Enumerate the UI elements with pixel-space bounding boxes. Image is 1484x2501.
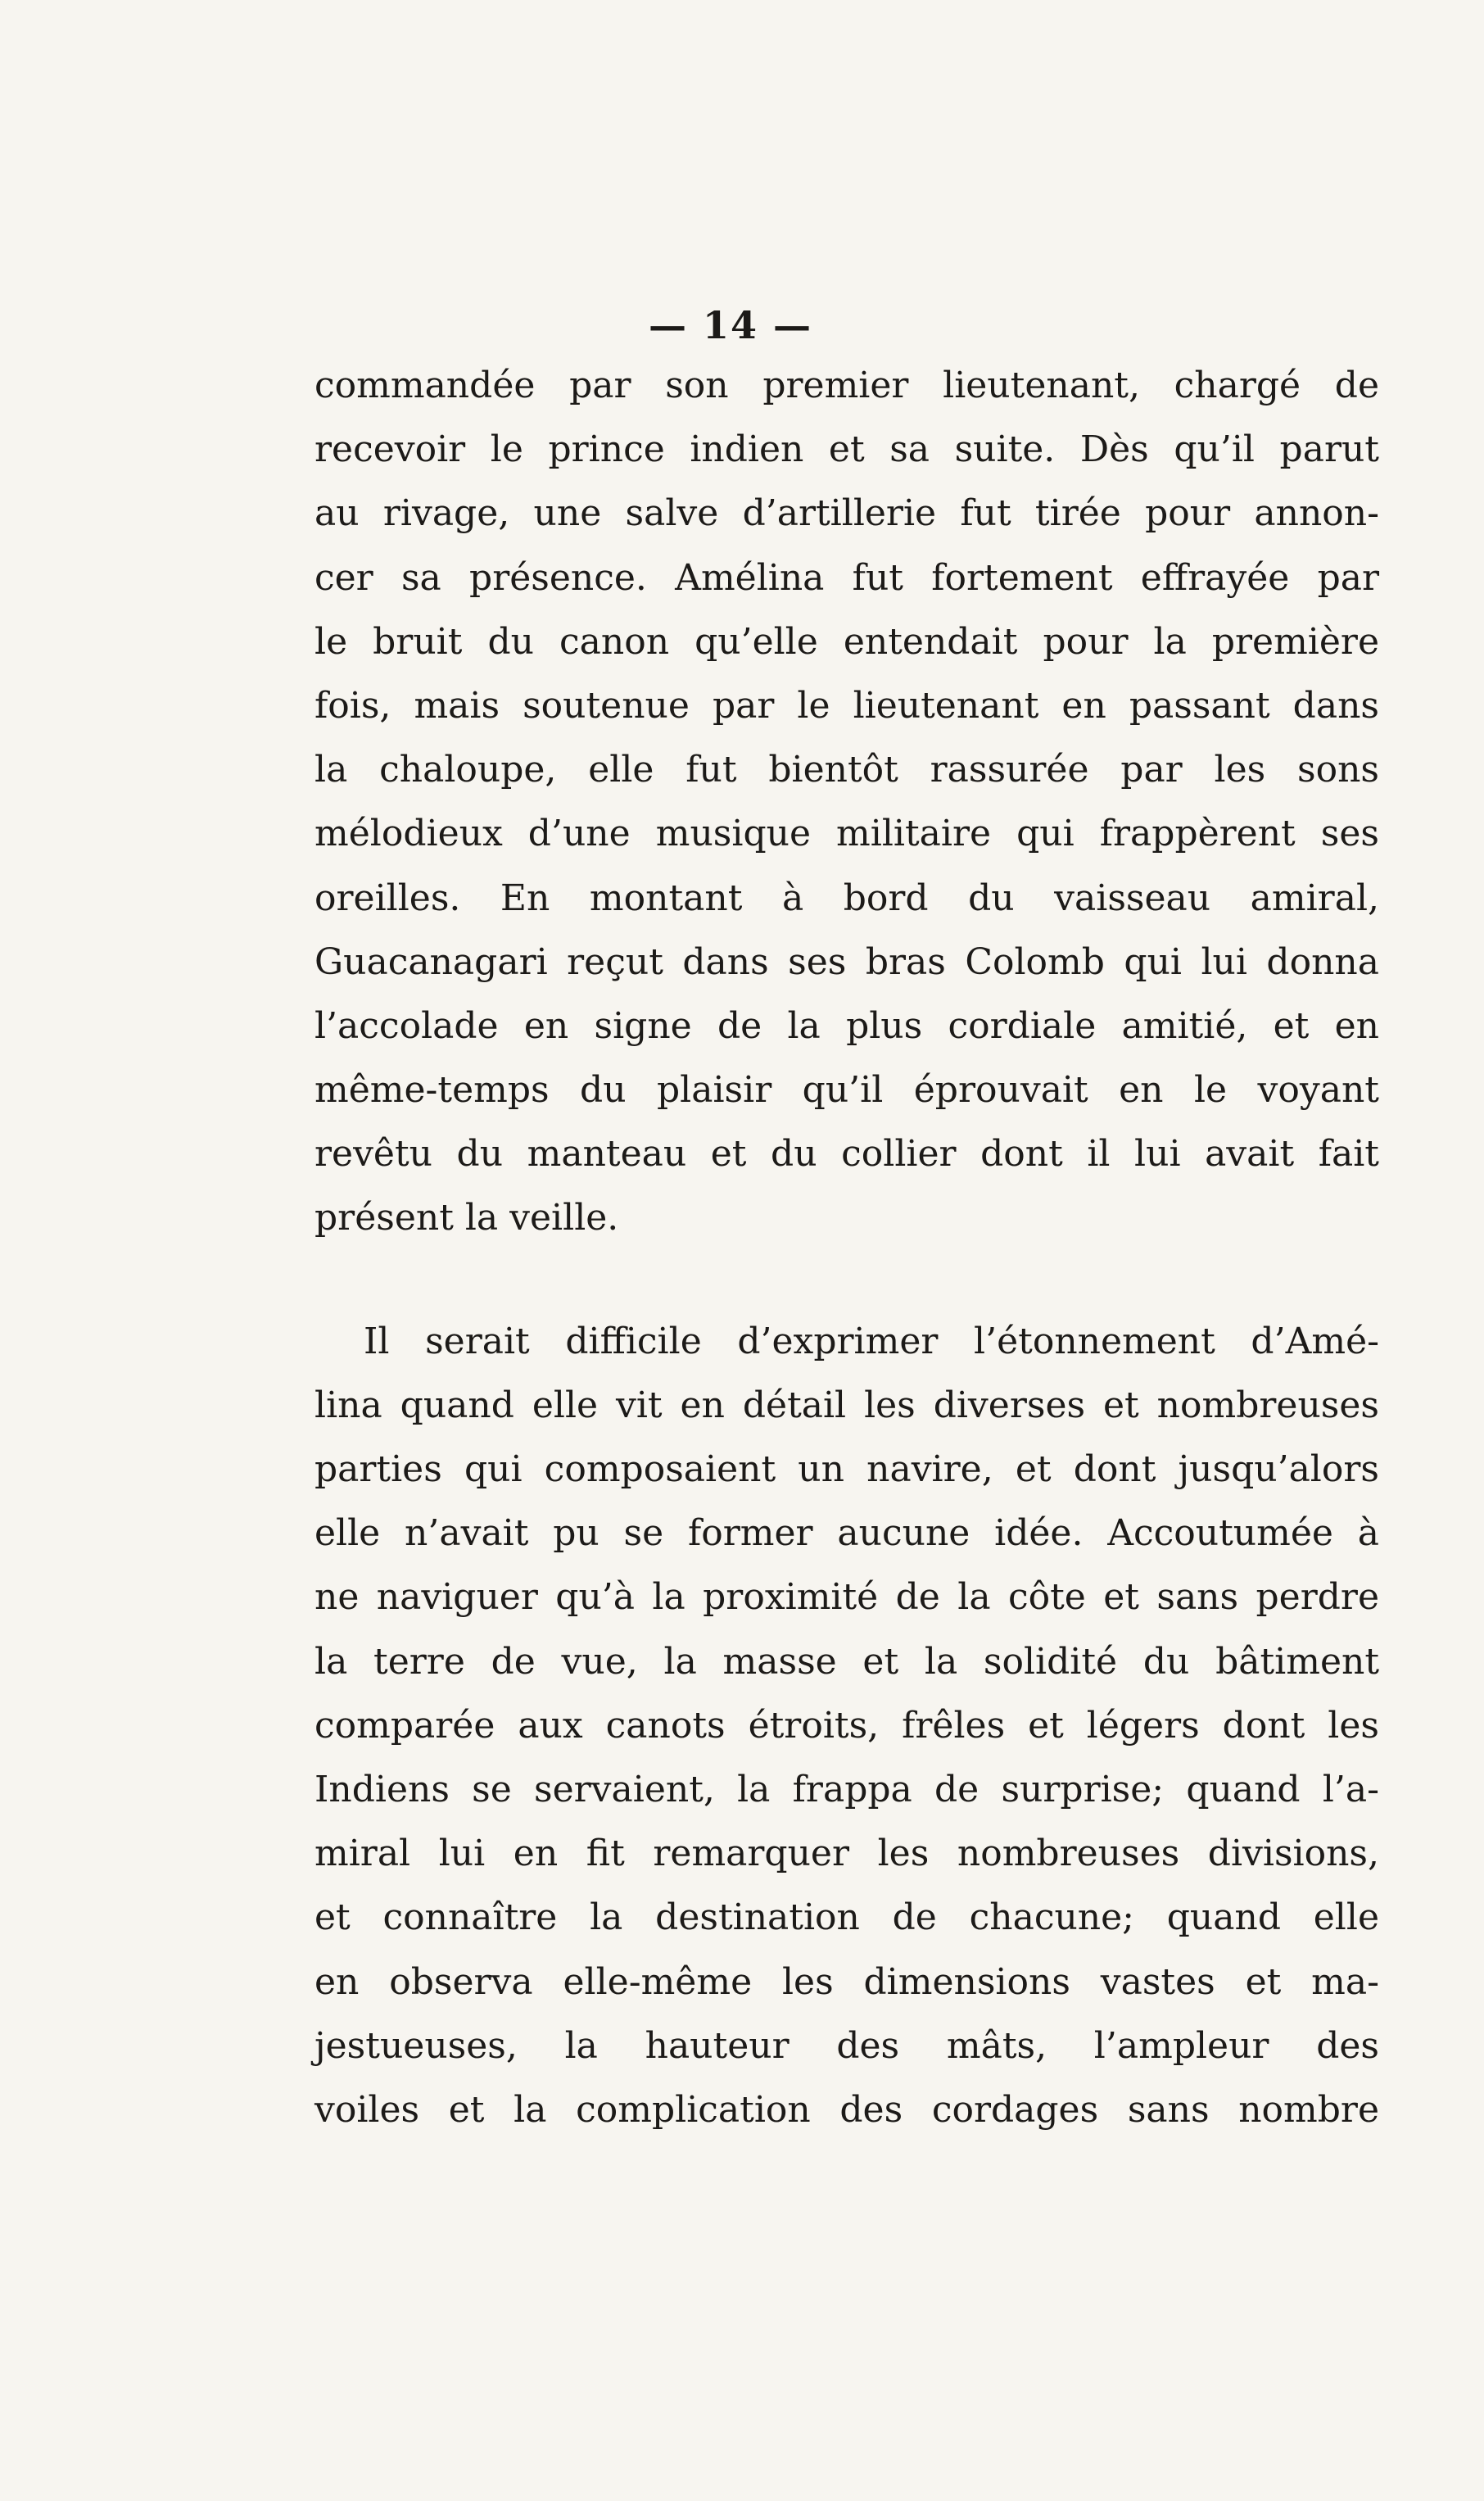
text-line: parties qui composaient un navire, et dont jusqu’alors	[314, 1448, 1379, 1490]
text-line: comparée aux canots étroits, frêles et légers dont les	[314, 1704, 1379, 1747]
text-line: cer sa présence. Amélina fut fortement effrayée par	[314, 556, 1379, 599]
text-line: mélodieux d’une musique militaire qui frappèrent ses	[314, 813, 1379, 855]
text-line: l’accolade en signe de la plus cordiale amitié, et en	[314, 1004, 1379, 1047]
text-line: lina quand elle vit en détail les diverses et nombreuses	[314, 1384, 1379, 1426]
text-line: jestueuses, la hauteur des mâts, l’ampleur des	[314, 2024, 1379, 2067]
page-number: — 14 —	[648, 303, 813, 347]
text-line: recevoir le prince indien et sa suite. Dès qu’il parut	[314, 428, 1379, 471]
text-line: Guacanagari reçut dans ses bras Colomb qui lui donna	[314, 940, 1379, 983]
text-line: miral lui en fit remarquer les nombreuses divisions,	[314, 1833, 1379, 1875]
text-line: au rivage, une salve d’artillerie fut tirée pour annon-	[314, 492, 1379, 535]
text-line: voiles et la complication des cordages sans nombre	[314, 2088, 1379, 2131]
text-line: le bruit du canon qu’elle entendait pour la première	[314, 620, 1379, 663]
text-line: oreilles. En montant à bord du vaisseau amiral,	[314, 877, 1379, 919]
text-line: ne naviguer qu’à la proximité de la côte et sans perdre	[314, 1576, 1379, 1619]
text-line: présent la veille.	[314, 1197, 619, 1239]
text-line: Il serait difficile d’exprimer l’étonnement d’Amé-	[364, 1320, 1379, 1362]
text-block	[314, 297, 1379, 2142]
text-line: la chaloupe, elle fut bientôt rassurée par les sons	[314, 749, 1379, 791]
text-line: Indiens se servaient, la frappa de surprise; quand l’a-	[314, 1768, 1379, 1810]
text-line: même-temps du plaisir qu’il éprouvait en le voyant	[314, 1069, 1379, 1112]
text-line: en observa elle-même les dimensions vastes et ma-	[314, 1960, 1379, 2003]
text-line: elle n’avait pu se former aucune idée. Accoutumée à	[314, 1512, 1379, 1555]
text-line: la terre de vue, la masse et la solidité du bâtiment	[314, 1640, 1379, 1683]
text-line: commandée par son premier lieutenant, chargé de	[314, 365, 1379, 406]
paragraph-2	[314, 1310, 1379, 2142]
paragraph-1	[314, 354, 1379, 1251]
text-line: revêtu du manteau et du collier dont il lui avait fait	[314, 1133, 1379, 1176]
text-line: et connaître la destination de chacune; quand elle	[314, 1896, 1379, 1939]
text-line: fois, mais soutenue par le lieutenant en passant dans	[314, 684, 1379, 727]
paragraph-gap	[314, 1251, 1379, 1310]
